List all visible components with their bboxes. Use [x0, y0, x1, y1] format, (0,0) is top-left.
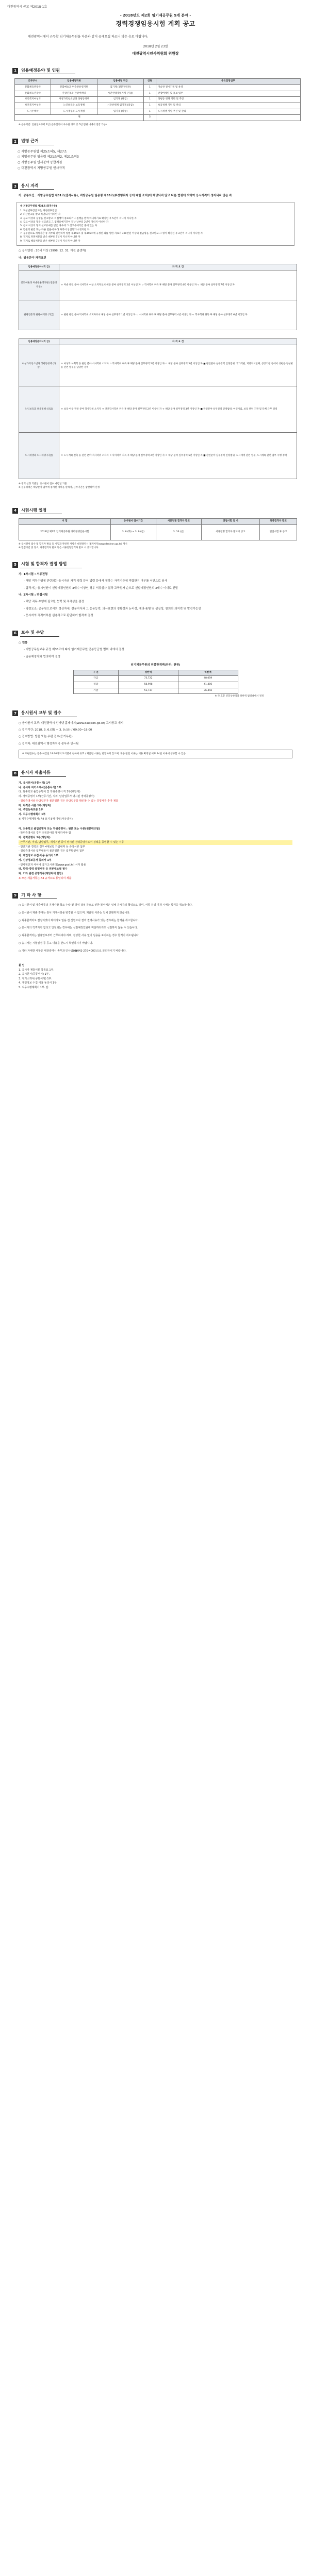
misc-list	[19, 903, 292, 953]
list-item: ○ 응시자는 시험일정 등 공고 내용을 반드시 확인하시기 바랍니다.	[19, 941, 93, 945]
req-note: ※ 경력 산정 기준일: 응시원서 접수 마감일 기준	[19, 483, 67, 486]
req-text: ㅇ 보육·아동 관련 분야 학사학위 소지자 ㅇ 전문학사학위 취득 후 해당 분야 실무경력 2년 이상인 자 ㅇ 해당 분야 실무경력 3년 이상인 자 ■ 관련분야 실무경력 인정범위: 어린이집, 보육 관련 기관 및 단체 근무 경력	[59, 386, 297, 433]
section-title: 응시자 제출서류	[20, 770, 66, 777]
total-row	[15, 115, 301, 121]
section-3-header	[12, 183, 304, 190]
list-item: ○ 응시자의 적격자가 없다고 인정되는 경우에는 선발예정인원에 미달하더라도 선발하지 않을 수 있습니다.	[19, 926, 138, 930]
req-head-right: 자 격 요 건	[59, 339, 297, 345]
position-requirements-title: 나. 임용분야 자격요건	[19, 256, 46, 260]
list-item: - 해당 직무 수행에 필요한 능력 및 적격성을 검정	[24, 600, 84, 604]
section-title: 법령 근거	[20, 138, 54, 145]
req-text: ㅇ 미술 관련 분야 석사학위 이상 소지자로서 해당 분야 실무경력 2년 이상인 자 ㅇ 학사학위 취득 후 해당 분야 실무경력 4년 이상인 자 ㅇ 해당 분야 실무경력 7년 이상인 자	[59, 270, 297, 300]
pay-col-header: 구 분	[73, 670, 119, 676]
pos-dept: 문화체육관광국	[15, 84, 51, 91]
list-item: 자. 경력증명서 1부(해당자)	[19, 836, 51, 840]
section-5-header	[12, 561, 304, 568]
section-number: 2	[12, 139, 18, 144]
list-item: 8. 징계로 파면처분을 받은 때부터 5년이 지나지 아니한 자	[20, 236, 80, 239]
req-label: 문화예술과 미술관운영지원 (전문경력관)	[19, 270, 59, 300]
positions-col-header: 근무부서	[15, 79, 51, 85]
exam-stage-1-title: 가. 1차시험 : 서류전형	[19, 572, 48, 576]
table-row	[15, 109, 301, 115]
application-notice-box: ※ 우편접수는 접수 마감일 18:00까지 도착분에 한하여 유효 / 제출된 서류는 반환하지 않으며, 채용 관련 서류는 채용 확정일 이후 14일 이내에 청구할 수 있음	[19, 750, 292, 758]
section-1-header	[12, 67, 304, 75]
list-item: 차. 개인정보 수집·이용 동의서 1부	[19, 854, 59, 858]
schedule-cell: 3. 16.(금)	[156, 524, 201, 540]
section-title: 응시원서 교부 및 접수	[20, 710, 77, 717]
list-item: - 경력증명서상 담당업무가 불분명한 경우 담당업무를 확인할 수 있는 증빙서류 추가 제출	[19, 799, 119, 803]
list-item: 3. 금고 이상의 실형을 선고받고 그 집행이 종료되거나 집행을 받지 아니하기로 확정된 후 5년이 지나지 아니한 자	[20, 217, 137, 220]
pos-duty: 미술관 전시기획 및 운영	[156, 84, 301, 91]
pos-grade: 시간선택제 임기제 (라급)	[97, 103, 144, 109]
doc-number: 대전광역시 공고 제2018-1호	[7, 5, 47, 9]
table-row	[73, 688, 238, 694]
pos-count: 1	[144, 103, 156, 109]
disqualification-box	[17, 202, 294, 246]
pay-table-caption: 임기제공무원의 연봉한계액(단위: 천원)	[130, 663, 181, 667]
list-item: 나. 응시자 자기소개서(공통서식) 1부	[19, 786, 61, 789]
list-item: 타. 학력·경력 증명서류 등 원본대조필 필수	[19, 868, 68, 871]
pos-position: 관광진흥과 관광마케팅	[51, 91, 97, 97]
exam-stage-2-title: 나. 2차시험 : 면접시험	[19, 593, 48, 597]
section-9-header	[12, 892, 304, 900]
attachments	[19, 963, 292, 990]
pay-cell: 58,998	[119, 682, 178, 688]
pos-dept: 보건복지여성국	[15, 97, 51, 103]
notice-intro: 대전광역시에서 근무할 임기제공무원을 다음과 같이 공개모집 하오니 많은 응모 바랍니다.	[28, 35, 149, 39]
pay-cell: 51,737	[119, 688, 178, 694]
list-item: - 민간기관 경력의 경우 4대보험 가입내역 등 증빙서류 첨부	[19, 845, 85, 849]
positions-table	[14, 78, 301, 121]
section-number: 9	[12, 893, 18, 899]
list-item: ※ 직무수행계획서: A4 용지 5매 이내(자유양식)	[19, 817, 73, 821]
section-number: 8	[12, 771, 18, 776]
list-item: ○ 지방공무원 임용령 제21조의2, 제21조의3	[18, 155, 79, 159]
schedule-cell: 3. 6.(화) ~ 3. 9.(금)	[110, 524, 156, 540]
list-item: 바. 주민등록초본 1부	[19, 808, 43, 812]
positions-note: ※ 근무기간: 임용일로부터 1년 (근무실적이 우수한 경우 총 5년 범위 내에서 연장 가능)	[19, 123, 107, 126]
section-title: 보수 및 수당	[20, 630, 59, 637]
req-head-right: 자 격 요 건	[59, 264, 297, 270]
req-head-left: 임용예정분야 (직 급)	[19, 264, 59, 270]
list-item: 7. 공무원으로 재직기간 중 직무와 관련하여 형법 제355조 및 제356조에 규정된 죄를 범한 자로서 300만원 이상의 벌금형을 선고받고 그 형이 확정된 후 2년이 지나지 아니한 자	[20, 232, 203, 235]
pay-col-header: 하한액	[178, 670, 238, 676]
positions-col-header: 주요담당업무	[156, 79, 301, 85]
table-row	[19, 433, 297, 479]
req-label: 노인보육과 보육정책 (라급)	[19, 386, 59, 433]
section-7-header	[12, 710, 304, 717]
section-title: 임용예정분야 및 인원	[20, 67, 75, 75]
requirements-table-1	[19, 264, 297, 330]
attachments-title: 붙 임	[19, 964, 25, 968]
req-text: ㅇ 관광 관련 분야 박사학위 소지자로서 해당 분야 실무경력 1년 이상인 자 ㅇ 석사학위 취득 후 해당 분야 실무경력 4년 이상인 자 ㅇ 학사학위 취득 후 해당 분야 실무경력 6년 이상인 자	[59, 300, 297, 330]
table-row	[73, 676, 238, 682]
table-row	[15, 103, 301, 109]
pos-count: 1	[144, 109, 156, 115]
list-item: ○ 최종합격자는 임용일로부터 근무하여야 하며, 정당한 사유 없이 임용을 포기하는 경우 합격이 취소됩니다.	[19, 934, 140, 938]
pos-position: 노인보육과 보육정책	[51, 103, 97, 109]
pay-cell: 48,059	[178, 676, 238, 682]
pay-cell: 73,722	[119, 676, 178, 682]
pos-grade: 임기제 (전문경력관)	[97, 84, 144, 91]
list-item: - 임용예정자와 협의하여 결정	[24, 655, 60, 658]
pay-heading: ○ 연봉	[19, 641, 28, 645]
list-item: - 인사혁신처 사이버 국가고시센터(www.gosi.kr) 서식 활용	[19, 863, 86, 867]
pos-duty: 성평등 정책 기획 및 추진	[156, 97, 301, 103]
list-item: 1. 피성년후견인 또는 피한정후견인	[20, 210, 57, 213]
section-number: 6	[12, 631, 18, 636]
list-item: ○ 대전광역시 지방공무원 인사규칙	[18, 166, 66, 170]
positions-col-header: 인원	[144, 79, 156, 85]
list-item: 2. 응시원서(공통서식) 1부.	[19, 973, 50, 976]
pos-grade: 임기제 (다급)	[97, 97, 144, 103]
pos-dept: 보건복지여성국	[15, 103, 51, 109]
list-item: 다. 최종학교 졸업증명서 및 학위증명서 각 1부(해당자)	[19, 790, 80, 794]
pos-count: 1	[144, 91, 156, 97]
section-number: 1	[12, 68, 18, 74]
req-head-left: 임용예정분야 (직 급)	[19, 339, 59, 345]
req-label: 관광진흥과 관광마케팅 (가급)	[19, 300, 59, 330]
list-item: ○ 응시원서 교부: 대전광역시 인터넷 홈페이지(www.daejeon.go.kr) 고시공고 게시	[19, 721, 124, 725]
list-item: ※ 모든 제출서류는 A4 규격으로 통일하여 제출	[19, 876, 72, 880]
age-requirement: ○ 응시연령 : 20세 이상 (1998. 12. 31. 이전 출생자)	[19, 249, 86, 253]
pay-cell: 라급	[73, 682, 119, 688]
pos-duty: 관광마케팅 및 홍보 업무	[156, 91, 301, 97]
section-8-header	[12, 770, 304, 777]
notice-subtitle: - 2018년도 제2회 임기제공무원 5개 분야 -	[120, 13, 191, 18]
list-item: ○ 응시원서 및 제출서류의 기재사항 착오·누락 및 허위 작성 등으로 인한 불이익은 일체 응시자의 책임으로 하며, 서류 허위 기재 시에는 합격을 취소합니다.	[19, 904, 193, 907]
list-item: ○ 접수처: 대전광역시 행정자치국 총무과 인사팀	[19, 742, 79, 745]
table-row	[15, 91, 301, 97]
disqualification-title: ※ 지방공무원법 제31조(결격사유)	[20, 205, 57, 208]
schedule-cell: 2018년 제2회 임기제공무원 경력경쟁임용시험	[19, 524, 111, 540]
list-item: 9. 징계로 해임처분을 받은 때부터 3년이 지나지 아니한 자	[20, 240, 80, 243]
list-item: - 학위증명서의 경우 전공분야를 명시하여야 함	[19, 832, 71, 835]
section-4-header	[12, 507, 304, 515]
schedule-col-header: 최종합격자 발표	[260, 519, 297, 525]
req-text: ㅇ 여성학·사회학 등 관련 분야 석사학위 소지자 ㅇ 학사학위 취득 후 해당 분야 실무경력 2년 이상인 자 ㅇ 해당 분야 실무경력 5년 이상인 자 ■ 관련분야 실무경력 인정범위: 국가기관, 지방자치단체, 공공기관 등에서 성평등·양성평등 관련 업무를 담당한 경력	[59, 345, 297, 386]
list-item: ○ 지방공무원 인사분야 통합지침	[18, 161, 62, 165]
list-item: 사. 직무수행계획서 1부	[19, 813, 46, 817]
total-label: 계	[15, 115, 144, 121]
pos-position: 문화예술과 미술관운영지원	[51, 84, 97, 91]
req-label: 도시재생과 도시재생 (다급)	[19, 433, 59, 479]
list-item: 마. 자격증 사본 1부(해당자)	[19, 804, 52, 807]
list-item: 라. 경력증명서 1부(근무기간, 직위, 담당업무가 명시된 경력증명서)	[19, 795, 94, 799]
list-item: ○ 응시원서 제출 후에는 원서 기재사항을 변경할 수 없으며, 제출된 서류는 일체 반환하지 않습니다.	[19, 911, 130, 914]
schedule-table	[19, 518, 297, 540]
documents-list	[19, 781, 292, 881]
list-item: 4. 금고 이상의 형을 선고받고 그 집행유예기간이 끝난 날부터 2년이 지나지 아니한 자	[20, 221, 109, 224]
pay-col-header: 상한액	[119, 670, 178, 676]
list-item: - 경력증명서상 업무내용이 불분명한 경우 업무확인서 첨부	[19, 850, 85, 853]
list-item: 1. 응시자 제출서류 목록표 1부.	[19, 968, 55, 972]
pay-cell: 가급	[73, 688, 119, 694]
req-note: ※ 실무경력은 해당분야 업무에 종사한 경력을 말하며, 근무기간은 합산하여 산정	[19, 486, 100, 489]
list-item: 5. 금고 이상의 형의 선고유예를 받은 경우에 그 선고유예기간 중에 있는 자	[20, 225, 97, 228]
list-item: 5. 직무수행계획서 1부. 끝.	[19, 986, 50, 989]
list-item: - 평정요소: 공무원으로서의 정신자세, 전문지식과 그 응용능력, 의사표현의 정확성과 논리성, 예의·품행 및 성실성, 창의력·의지력 및 발전가능성	[24, 607, 201, 611]
list-item: ○ 지방공무원법 제25조의5, 제27조	[18, 149, 67, 154]
section-title: 기 타 사 항	[20, 892, 57, 900]
list-item: 아. 최종학교 졸업증명서 또는 학위증명서 : 원본 또는 사본(원본대조필)	[19, 827, 100, 831]
table-row	[19, 300, 297, 330]
table-row	[19, 270, 297, 300]
list-item: 파. 기타 관련 증빙서류(해당자에 한함)	[19, 872, 63, 876]
notice-org: 대전광역시인사위원회 위원장	[132, 51, 179, 56]
pos-position: 여성가족청소년과 성평등정책	[51, 97, 97, 103]
positions-col-header: 임용예정 직급	[97, 79, 144, 85]
list-item: 2. 파산선고를 받고 복권되지 아니한 자	[20, 213, 61, 216]
list-item: 가. 응시원서(공통서식) 1부	[19, 781, 51, 785]
list-item: 카. 신상정보공개 동의서 1부	[19, 858, 52, 862]
notice-page	[0, 0, 311, 1005]
schedule-note: ※ 응시원서 접수 및 합격자 발표 등 시험과 관련된 사항은 대전광역시 홈페이지(www.daejeon.go.kr) 게시	[19, 543, 127, 546]
pos-dept: 문화체육관광국	[15, 91, 51, 97]
positions-col-header: 임용예정직위	[51, 79, 97, 85]
pos-duty: 도시재생 사업 추진 및 관리	[156, 109, 301, 115]
list-item: - 근무기관, 직위, 담당업무, 재직기간 등이 명시된 경력증명서로서 경력을 증빙할 수 있는 서류	[19, 840, 292, 845]
list-item: - 합격자는 응시인원이 선발예정인원의 3배수 이상인 경우 서류심사 결과 고득점자 순으로 선발예정인원의 3배수 이내로 선발	[24, 586, 178, 590]
section-number: 7	[12, 710, 18, 716]
table-row	[15, 84, 301, 91]
laws-list	[7, 149, 304, 172]
pay-cell: 41,406	[178, 682, 238, 688]
section-6-header	[12, 630, 304, 637]
pos-count: 1	[144, 97, 156, 103]
req-text: ㅇ 도시계획·건축 등 관련 분야 석사학위 소지자 ㅇ 학사학위 취득 후 해당 분야 실무경력 2년 이상인 자 ㅇ 해당 분야 실무경력 5년 이상인 자 ■ 관련분야 실무경력 인정범위: 도시재생 관련 업무, 도시계획 관련 업무 수행 경력	[59, 433, 297, 479]
list-item: - 지방공무원보수 규정 제35조에 따라 임기제공무원 연봉등급별 범위 내에서 결정	[24, 648, 124, 652]
notice-date: 2018년 2월 23일	[143, 44, 168, 48]
schedule-col-header: 서류전형 합격자 발표	[156, 519, 201, 525]
list-item: ○ 기타 자세한 사항은 대전광역시 총무과 인사팀(☎042-270-4000)으로 문의하시기 바랍니다.	[19, 949, 127, 953]
section-title: 시험시행 일정	[20, 507, 62, 515]
pos-position: 도시재생과 도시재생	[51, 109, 97, 115]
list-item: 4. 개인정보 수집·이용 동의서 1부.	[19, 981, 58, 985]
pos-grade: 임기제 (다급)	[97, 109, 144, 115]
schedule-col-header: 면접시험 일 시	[201, 519, 259, 525]
schedule-cell: 면접시험 후 공고	[260, 524, 297, 540]
table-row	[19, 345, 297, 386]
section-title: 시험 및 합격자 결정 방법	[20, 561, 82, 568]
pay-cell: 다급	[73, 676, 119, 682]
req-label: 여성가족청소년과 성평등정책 (다급)	[19, 345, 59, 386]
requirements-table-2	[19, 338, 297, 479]
total-count: 5	[144, 115, 156, 121]
schedule-col-header: 시 험	[19, 519, 111, 525]
section-2-header	[12, 138, 304, 145]
section-title: 응시 자격	[20, 183, 54, 190]
pos-duty: 보육정책 지원 및 관리	[156, 103, 301, 109]
pay-table	[73, 670, 238, 694]
list-item: 3. 자기소개서(공통서식) 1부.	[19, 977, 52, 980]
pay-note: ※ 각 호봉 연봉상한액과 하한액 범위내에서 결정	[215, 695, 264, 698]
schedule-note: ※ 면접시간 및 장소, 최종합격자 발표 등은 서류전형합격자 발표 시 공고합니다.	[19, 547, 99, 550]
list-item: - 응시자의 적격여부를 심층적으로 판단하여 합격자 결정	[24, 614, 93, 617]
table-row	[73, 682, 238, 688]
table-row	[19, 524, 297, 540]
section-number: 5	[12, 562, 18, 568]
schedule-cell: 서류전형 합격자 발표시 공고	[201, 524, 259, 540]
pos-dept: 도시주택국	[15, 109, 51, 115]
pos-count: 1	[144, 84, 156, 91]
pay-cell: 36,442	[178, 688, 238, 694]
list-item: - 해당 직무수행에 관련되는 응시자의 자격·경력 등이 법령 등에서 정하는 자격기준에 적합한지 여부를 서면으로 심사	[24, 580, 167, 583]
pos-grade: 시간선택제임기제 (가급)	[97, 91, 144, 97]
notice-title: 경력경쟁임용시험 계획 공고	[116, 20, 195, 27]
list-item: ○ 접수기간: 2018. 3. 6.(화) ~ 3. 9.(금) / 09:00~18:00	[19, 728, 92, 732]
list-item: ○ 접수방법: 방문 또는 우편 접수(등기우편)	[19, 735, 73, 739]
list-item: 6. 법원의 판결 또는 다른 법률에 따라 자격이 상실되거나 정지된 자	[20, 228, 90, 231]
common-requirements: 가. 공통요건 : 지방공무원법 제31조(결격사유), 지방공무원 임용령 제65조(부정행위자 등에 대한 조치)에 해당되지 않고 다른 법령에 의하여 응시자격이 정지되지 않은 자	[19, 194, 232, 198]
table-row	[19, 386, 297, 433]
section-number: 4	[12, 508, 18, 514]
table-row	[15, 97, 301, 103]
list-item: ○ 최종합격자로 결정되었다 하더라도 임용 전 신원조사 결과 결격사유가 있는 경우에는 합격을 취소합니다.	[19, 919, 139, 922]
schedule-col-header: 응시원서 접수기간	[110, 519, 156, 525]
section-number: 3	[12, 183, 18, 189]
